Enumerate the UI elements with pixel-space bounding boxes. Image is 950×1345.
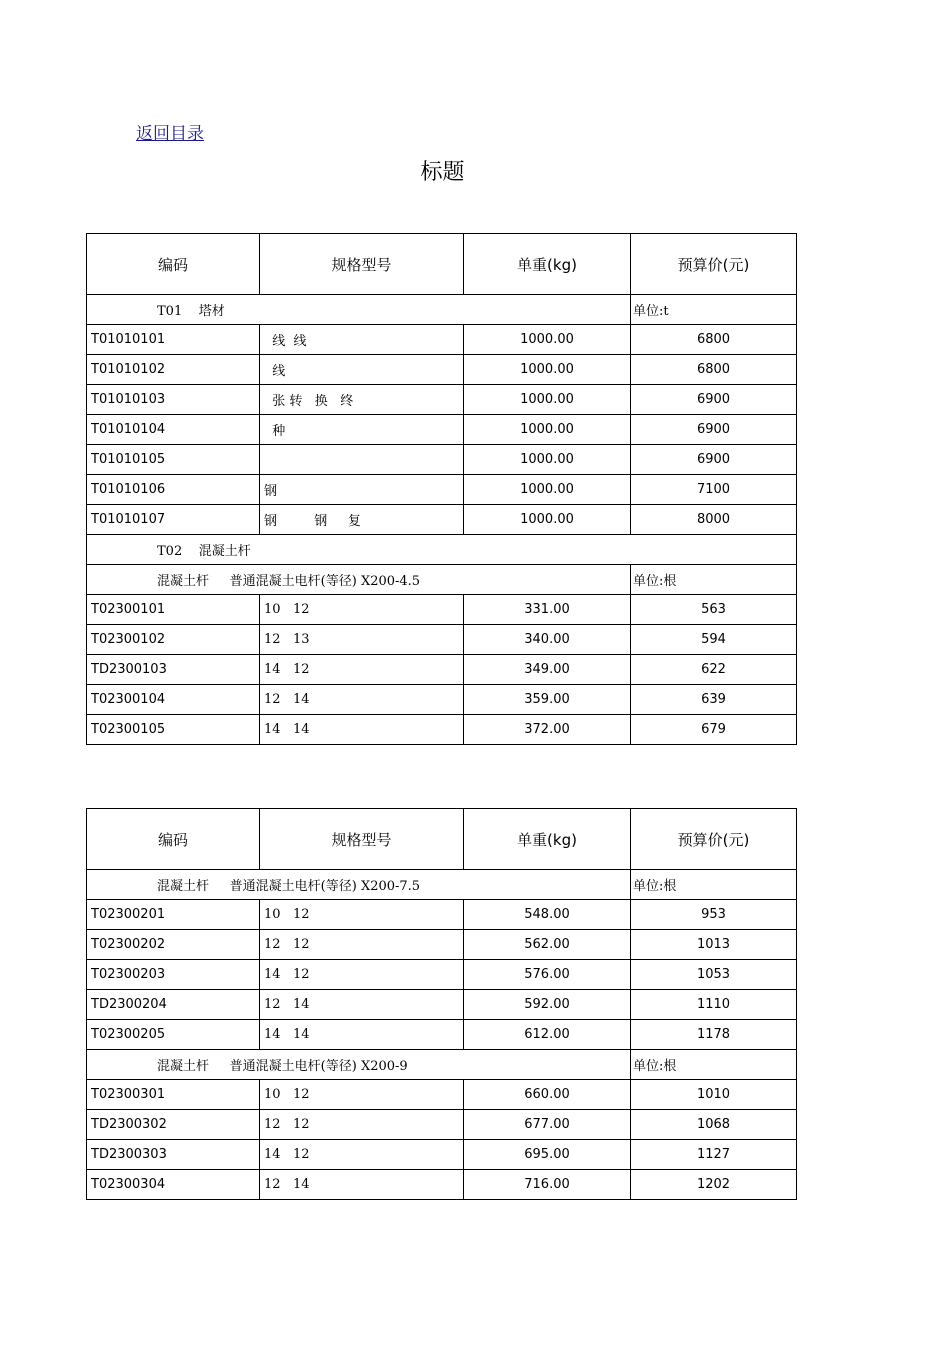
item-code: TD2300204 [87,990,260,1020]
item-code: TD2300303 [87,1140,260,1170]
item-spec: 14 14 [260,715,464,745]
item-price: 594 [631,625,797,655]
section-label: 混凝土杆 普通混凝土电杆(等径) X200-4.5 [87,565,631,595]
item-spec: 钢 [260,475,464,505]
item-weight: 716.00 [464,1170,631,1200]
weight-header: 单重(kg) [464,234,631,295]
item-price: 1110 [631,990,797,1020]
item-price: 6800 [631,325,797,355]
table-row [87,960,797,990]
item-weight: 612.00 [464,1020,631,1050]
item-code: T01010104 [87,415,260,445]
item-spec: 种 [260,415,464,445]
table-row [87,1080,797,1110]
item-code: T01010106 [87,475,260,505]
price-header: 预算价(元) [631,234,797,295]
page-title: 标题 [420,160,465,185]
item-code: T02300304 [87,1170,260,1200]
item-weight: 331.00 [464,595,631,625]
item-weight: 677.00 [464,1110,631,1140]
code-header: 编码 [87,234,260,295]
section-unit: 单位:t [631,295,797,325]
table-row [87,595,797,625]
item-price: 1013 [631,930,797,960]
item-spec: 14 12 [260,1140,464,1170]
table-row [87,1170,797,1200]
item-spec: 钢 钢 复 [260,505,464,535]
price-header: 预算价(元) [631,809,797,870]
table-row [87,625,797,655]
item-code: T02300102 [87,625,260,655]
item-code: T02300201 [87,900,260,930]
item-spec: 12 12 [260,1110,464,1140]
table-row [87,655,797,685]
item-spec: 12 13 [260,625,464,655]
item-code: T02300101 [87,595,260,625]
item-spec: 10 12 [260,595,464,625]
item-weight: 1000.00 [464,385,631,415]
item-price: 6900 [631,415,797,445]
section-unit: 单位:根 [631,870,797,900]
table-row [87,445,797,475]
spec-header: 规格型号 [260,234,464,295]
item-spec: 14 12 [260,960,464,990]
item-price: 6900 [631,445,797,475]
code-header: 编码 [87,809,260,870]
table-row [87,930,797,960]
item-spec: 14 12 [260,655,464,685]
item-spec: 12 12 [260,930,464,960]
item-price: 639 [631,685,797,715]
section-row [87,295,797,325]
item-weight: 1000.00 [464,355,631,385]
header-row [87,809,797,870]
item-code: TD2300103 [87,655,260,685]
item-weight: 1000.00 [464,325,631,355]
section-label: 混凝土杆 普通混凝土电杆(等径) X200-9 [87,1050,631,1080]
item-price: 1127 [631,1140,797,1170]
section-row [87,1050,797,1080]
header-row [87,234,797,295]
table-row [87,685,797,715]
item-price: 622 [631,655,797,685]
section-row [87,565,797,595]
item-spec: 12 14 [260,990,464,1020]
table-row [87,715,797,745]
item-weight: 660.00 [464,1080,631,1110]
item-code: TD2300302 [87,1110,260,1140]
item-price: 6800 [631,355,797,385]
item-price: 1202 [631,1170,797,1200]
item-code: T01010101 [87,325,260,355]
table-row [87,355,797,385]
item-price: 8000 [631,505,797,535]
table-row [87,415,797,445]
section-label: T02 混凝土杆 [87,535,797,565]
item-code: T01010103 [87,385,260,415]
item-spec: 12 14 [260,685,464,715]
item-code: T01010102 [87,355,260,385]
item-spec: 10 12 [260,900,464,930]
item-spec: 线 线 [260,325,464,355]
table-row [87,385,797,415]
item-price: 7100 [631,475,797,505]
item-code: T02300205 [87,1020,260,1050]
item-price: 1178 [631,1020,797,1050]
table-row [87,1110,797,1140]
item-weight: 340.00 [464,625,631,655]
item-spec: 张 转 换 终 [260,385,464,415]
item-weight: 562.00 [464,930,631,960]
item-weight: 592.00 [464,990,631,1020]
table-row [87,1140,797,1170]
back-to-index-link[interactable]: 返回目录 [136,124,204,144]
item-weight: 1000.00 [464,415,631,445]
item-spec: 12 14 [260,1170,464,1200]
section-label: T01 塔材 [87,295,631,325]
item-weight: 1000.00 [464,475,631,505]
item-weight: 372.00 [464,715,631,745]
item-weight: 349.00 [464,655,631,685]
section-row [87,870,797,900]
item-code: T02300202 [87,930,260,960]
item-weight: 576.00 [464,960,631,990]
item-price: 563 [631,595,797,625]
table-row [87,325,797,355]
item-weight: 359.00 [464,685,631,715]
spec-header: 规格型号 [260,809,464,870]
item-weight: 1000.00 [464,505,631,535]
table-row [87,505,797,535]
table-row [87,990,797,1020]
item-code: T01010105 [87,445,260,475]
table-row [87,1020,797,1050]
item-code: T01010107 [87,505,260,535]
price-table-2 [86,808,797,1200]
item-weight: 548.00 [464,900,631,930]
item-code: T02300104 [87,685,260,715]
item-price: 953 [631,900,797,930]
price-table-1 [86,233,797,745]
item-price: 679 [631,715,797,745]
section-unit: 单位:根 [631,565,797,595]
item-code: T02300105 [87,715,260,745]
item-spec: 14 14 [260,1020,464,1050]
item-price: 1010 [631,1080,797,1110]
item-price: 6900 [631,385,797,415]
item-spec: 线 [260,355,464,385]
item-price: 1053 [631,960,797,990]
item-weight: 1000.00 [464,445,631,475]
section-unit: 单位:根 [631,1050,797,1080]
item-weight: 695.00 [464,1140,631,1170]
weight-header: 单重(kg) [464,809,631,870]
item-spec [260,445,464,475]
item-spec: 10 12 [260,1080,464,1110]
section-row [87,535,797,565]
item-code: T02300301 [87,1080,260,1110]
table-row [87,900,797,930]
table-row [87,475,797,505]
item-price: 1068 [631,1110,797,1140]
item-code: T02300203 [87,960,260,990]
section-label: 混凝土杆 普通混凝土电杆(等径) X200-7.5 [87,870,631,900]
